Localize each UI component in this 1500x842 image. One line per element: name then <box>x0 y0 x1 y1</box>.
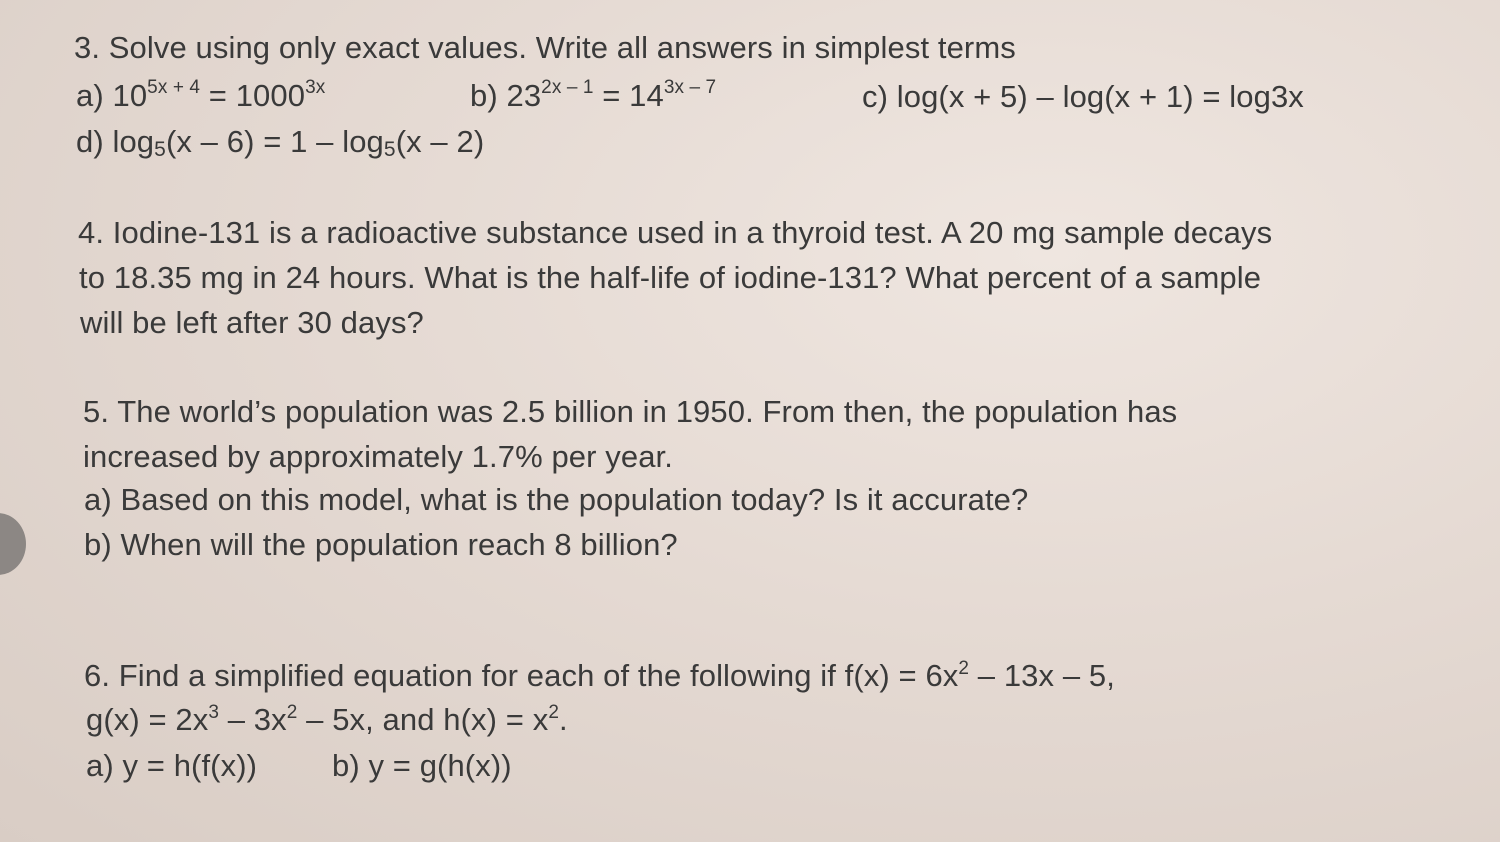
q3-part-c: c) log(x + 5) – log(x + 1) = log3x <box>862 79 1304 114</box>
q3-part-b: b) $23^{2x - 1} = 14^{3x - 7}$ <box>470 77 717 113</box>
q6-part-b: b) y = g(h(x)) <box>332 748 512 783</box>
q4-line-2: to 18.35 mg in 24 hours. What is the half-life of iodine-131? What percent of a sample <box>79 260 1262 295</box>
q5-part-a: a) Based on this model, what is the population today? Is it accurate? <box>84 482 1029 517</box>
page-edge-shadow <box>0 513 26 575</box>
q4-line-1: 4. Iodine-131 is a radioactive substance used in a thyroid test. A 20 mg sample decays <box>78 215 1273 250</box>
q6-line-1: 6. Find a simplified equation for each of the following if $f(x) = 6x^2 - 13x - 5$, <box>84 658 1115 693</box>
q5-part-b: b) When will the population reach 8 billion? <box>84 527 678 562</box>
q3-part-a: a) $10^{5x + 4} = 1000^{3x}$ <box>76 77 326 113</box>
q4-line-3: will be left after 30 days? <box>80 305 424 340</box>
q3-part-d: d) $\log_5(x - 6) = 1 - \log_5(x - 2)$ <box>76 124 485 161</box>
q6-line-2: $g(x) = 2x^3 - 3x^2 - 5x$, and $h(x) = x^2$. <box>86 702 568 737</box>
q6-part-a: a) y = h(f(x)) <box>86 748 258 783</box>
q5-line-1: 5. The world’s population was 2.5 billion in 1950. From then, the population has <box>83 394 1178 429</box>
q5-line-2: increased by approximately 1.7% per year. <box>83 439 673 474</box>
q3-heading: 3. Solve using only exact values. Write all answers in simplest terms <box>74 30 1016 65</box>
